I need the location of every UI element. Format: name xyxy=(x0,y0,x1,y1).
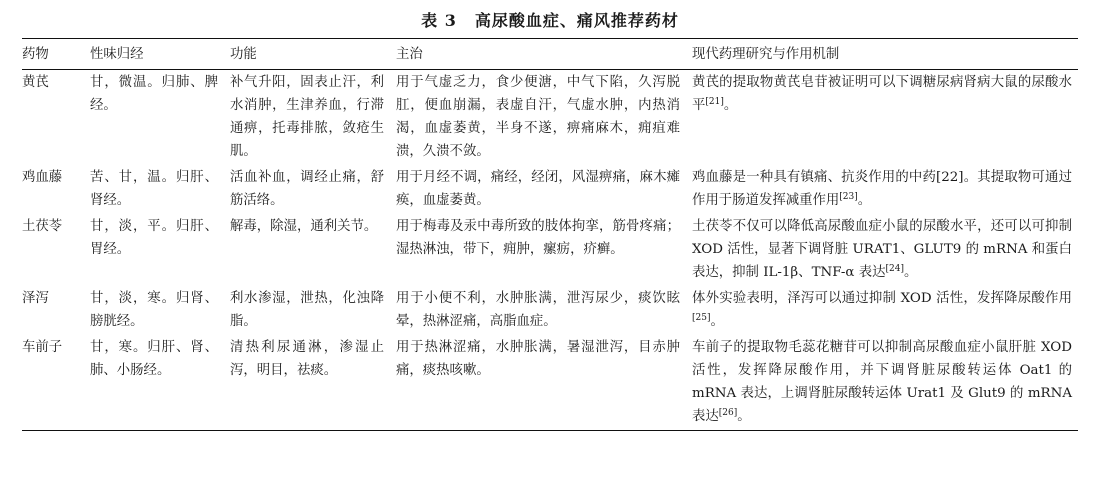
table-row xyxy=(22,286,1078,335)
cell-function: 清热利尿通淋，渗湿止泻，明目，祛痰。 xyxy=(230,340,384,378)
cell-pharmacology xyxy=(686,70,1078,166)
citation-ref: [21] xyxy=(705,97,724,107)
end-punct: 。 xyxy=(904,265,918,280)
end-punct: 。 xyxy=(737,409,751,424)
cell-drug: 车前子 xyxy=(22,340,63,355)
header-nature: 性味归经 xyxy=(90,47,144,62)
cell-indication: 用于气虚乏力，食少便溏，中气下陷，久泻脱肛，便血崩漏，表虚自汗，气虚水肿，内热消渴，血虚萎黄，半身不遂，痹痛麻木，痈疽难溃，久溃不敛。 xyxy=(396,75,680,159)
citation-ref: [25] xyxy=(692,313,711,323)
cell-nature: 甘，淡，平。归肝、胃经。 xyxy=(90,219,218,257)
cell-drug: 泽泻 xyxy=(22,291,49,306)
table-title: 高尿酸血症、痛风推荐药材 xyxy=(474,11,679,30)
cell-indication: 用于热淋涩痛，水肿胀满，暑湿泄泻，目赤肿痛，痰热咳嗽。 xyxy=(396,340,680,378)
cell-nature: 甘，淡，寒。归肾、膀胱经。 xyxy=(90,291,218,329)
citation-ref: [26] xyxy=(718,408,738,418)
end-punct: 。 xyxy=(710,314,724,329)
cell-pharmacology xyxy=(686,335,1078,431)
cell-drug: 黄芪 xyxy=(22,75,49,90)
cell-function: 利水渗湿，泄热，化浊降脂。 xyxy=(230,291,384,329)
header-indication: 主治 xyxy=(396,47,423,62)
cell-function: 补气升阳，固表止汗，利水消肿，生津养血，行滞通痹，托毒排脓，敛疮生肌。 xyxy=(230,75,384,159)
cell-indication: 用于月经不调，痛经，经闭，风湿痹痛，麻木瘫痪，血虚萎黄。 xyxy=(396,170,680,208)
table-row xyxy=(22,214,1078,286)
herbs-table xyxy=(22,38,1078,431)
table-row xyxy=(22,165,1078,214)
end-punct: 。 xyxy=(723,98,738,113)
table-caption xyxy=(0,8,1100,31)
table-row xyxy=(22,335,1078,431)
pharmacology-text: 鸡血藤是一种具有镇痛、抗炎作用的中药[22]。其提取物可通过作用于肠道发挥减重作用 xyxy=(692,170,1072,208)
citation-ref: [23] xyxy=(839,192,858,202)
cell-indication: 用于梅毒及汞中毒所致的肢体拘挛，筋骨疼痛；湿热淋浊，带下，痈肿，瘰疬，疥癣。 xyxy=(396,219,680,257)
table-number: 表 3 xyxy=(421,11,457,30)
cell-function: 解毒，除湿，通利关节。 xyxy=(230,219,378,234)
header-function: 功能 xyxy=(230,47,257,62)
pharmacology-text: 体外实验表明，泽泻可以通过抑制 XOD 活性，发挥降尿酸作用 xyxy=(692,291,1072,306)
citation-ref: [24] xyxy=(885,264,904,274)
cell-indication: 用于小便不利，水肿胀满，泄泻尿少，痰饮眩晕，热淋涩痛，高脂血症。 xyxy=(396,291,680,329)
cell-pharmacology xyxy=(686,286,1078,335)
header-drug: 药物 xyxy=(22,47,49,62)
pharmacology-text: 黄芪的提取物黄芪皂苷被证明可以下调糖尿病肾病大鼠的尿酸水平 xyxy=(692,75,1072,113)
cell-drug: 鸡血藤 xyxy=(22,170,63,185)
cell-nature: 甘，微温。归肺、脾经。 xyxy=(90,75,218,113)
table-header-row xyxy=(22,39,1078,70)
cell-nature: 甘，寒。归肝、肾、肺、小肠经。 xyxy=(90,340,218,378)
cell-pharmacology xyxy=(686,165,1078,214)
end-punct: 。 xyxy=(857,193,872,208)
cell-drug: 土茯苓 xyxy=(22,219,63,234)
cell-pharmacology xyxy=(686,214,1078,286)
pharmacology-text: 车前子的提取物毛蕊花糖苷可以抑制高尿酸血症小鼠肝脏 XOD 活性，发挥降尿酸作用，并下调肾脏尿酸转运体 Oat1 的 mRNA 表达，上调肾脏尿酸转运体 Urat1 及 Glut9 的 mRNA 表达 xyxy=(692,340,1072,424)
header-pharmacology: 现代药理研究与作用机制 xyxy=(692,47,840,62)
cell-nature: 苦、甘，温。归肝、肾经。 xyxy=(90,170,218,208)
pharmacology-text: 土茯苓不仅可以降低高尿酸血症小鼠的尿酸水平，还可以可抑制 XOD 活性，显著下调肾脏 URAT1、GLUT9 的 mRNA 和蛋白表达，抑制 IL-1β、TNF-α 表达 xyxy=(692,219,1072,280)
cell-function: 活血补血，调经止痛，舒筋活络。 xyxy=(230,170,384,208)
table-row xyxy=(22,70,1078,166)
